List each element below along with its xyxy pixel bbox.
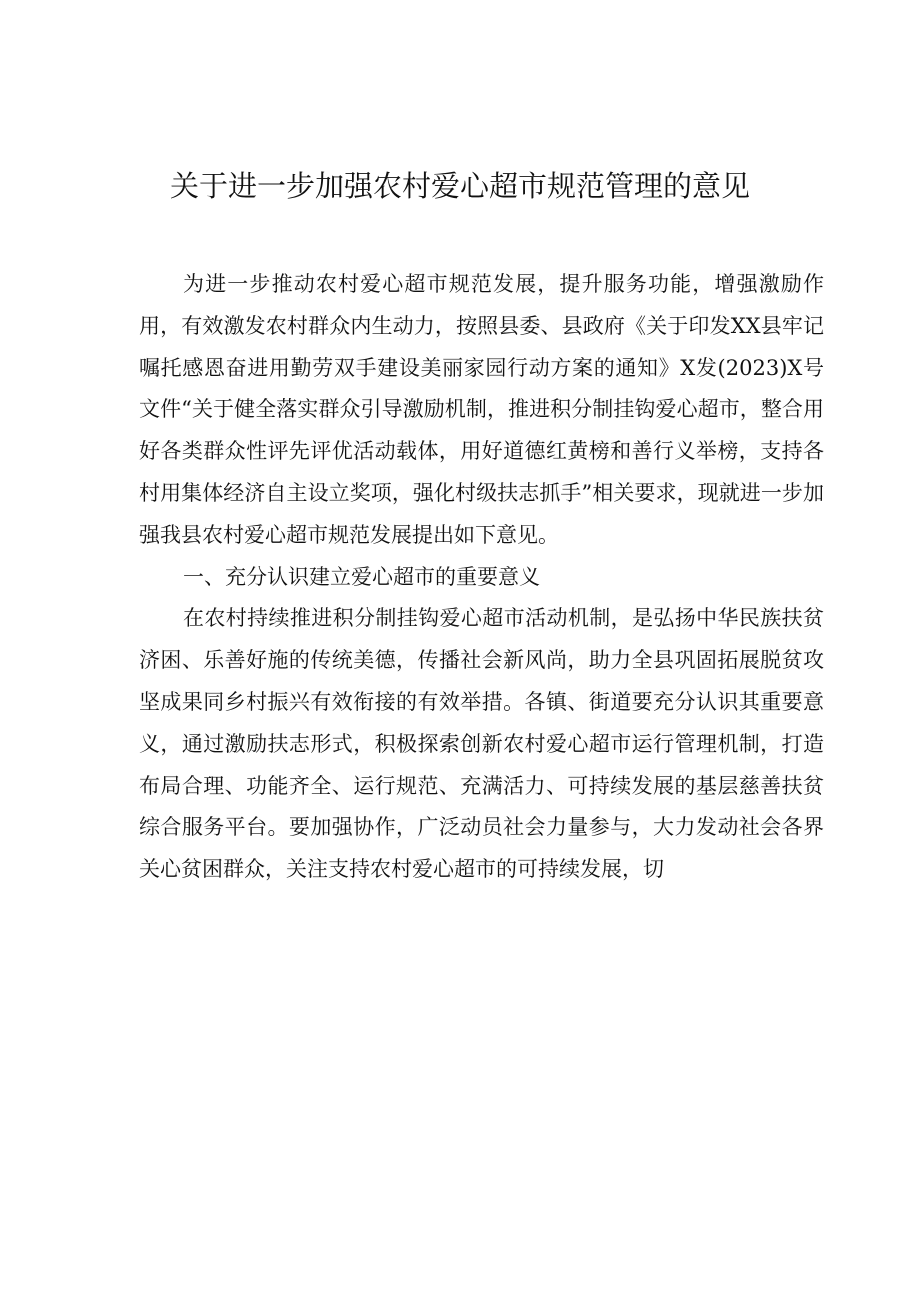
intro-paragraph: 为进一步推动农村爱心超市规范发展，提升服务功能，增强激励作用，有效激发农村群众内生动力，按照县委、县政府《关于印发XX县牢记嘱托感恩奋进用勤劳双手建设美丽家园行动方案的通知》X发(2023)X号文件“关于健全落实群众引导激励机制，推进积分制挂钩爱心超市，整合用好各类群众性评先评优活动载体，用好道德红黄榜和善行义举榜，支持各村用集体经济自主设立奖项，强化村级扶志抓手”相关要求，现就进一步加强我县农村爱心超市规范发展提出如下意见。 [139, 272, 824, 547]
section-heading: 一、充分认识建立爱心超市的重要意义 [183, 564, 540, 589]
document-body [139, 264, 824, 891]
document-title: 关于进一步加强农村爱心超市规范管理的意见 [169, 169, 750, 203]
section-paragraph: 在农村持续推进积分制挂钩爱心超市活动机制，是弘扬中华民族扶贫济困、乐善好施的传统美德，传播社会新风尚，助力全县巩固拓展脱贫攻坚成果同乡村振兴有效衔接的有效举措。各镇、街道要充分认识其重要意义，通过激励扶志形式，积极探索创新农村爱心超市运行管理机制，打造布局合理、功能齐全、运行规范、充满活力、可持续发展的基层慈善扶贫综合服务平台。要加强协作，广泛动员社会力量参与，大力发动社会各界关心贫困群众，关注支持农村爱心超市的可持续发展，切 [139, 606, 824, 882]
